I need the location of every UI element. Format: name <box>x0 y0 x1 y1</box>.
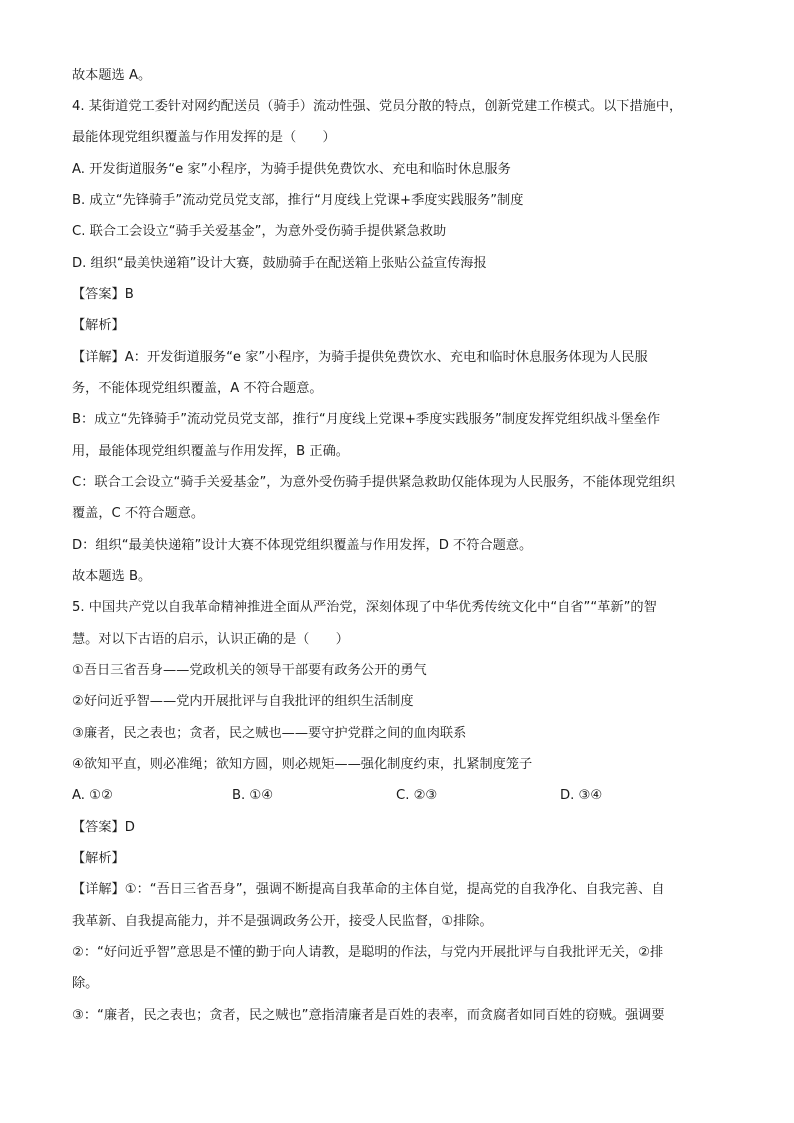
question-5-option-c: C. ②③ <box>396 788 438 803</box>
detail-line: B：成立“先锋骑手”流动党员党支部，推行“月度线上党课+季度实践服务”制度发挥党组织战斗堡垒作 <box>72 412 661 427</box>
question-5-statement-4: ④欲知平直，则必准绳；欲知方圆，则必规矩——强化制度约束，扎紧制度笼子 <box>72 757 533 772</box>
detail-line: 用，最能体现党组织覆盖与作用发挥，B 正确。 <box>72 444 349 459</box>
question-5-option-b: B. ①④ <box>232 788 274 803</box>
detail-line: D：组织“最美快递箱”设计大赛不体现党组织覆盖与作用发挥，D 不符合题意。 <box>72 538 533 553</box>
question-5-statement-2: ②好问近乎智——党内开展批评与自我批评的组织生活制度 <box>72 694 414 709</box>
question-4-option-b: B. 成立“先锋骑手”流动党员党支部，推行“月度线上党课+季度实践服务”制度 <box>72 193 524 208</box>
detail-line: 【详解】A：开发街道服务“e 家”小程序，为骑手提供免费饮水、充电和临时休息服务体现为人民服 <box>72 350 648 365</box>
question-5-stem: 5. 中国共产党以自我革命精神推进全面从严治党，深刻体现了中华优秀传统文化中“自省”“革新”的智 <box>72 600 657 615</box>
question-4-stem: 4. 某街道党工委针对网约配送员（骑手）流动性强、党员分散的特点，创新党建工作模式。以下措施中， <box>72 99 683 114</box>
question-4-option-d: D. 组织“最美快递箱”设计大赛，鼓励骑手在配送箱上张贴公益宣传海报 <box>72 256 487 271</box>
question-5-options <box>72 786 728 806</box>
question-5-statement-3: ③廉者，民之表也；贪者，民之贼也——要守护党群之间的血肉联系 <box>72 726 467 741</box>
question-4-option-a: A. 开发街道服务“e 家”小程序，为骑手提供免费饮水、充电和临时休息服务 <box>72 162 511 177</box>
answer-label: 【答案】B <box>72 287 134 302</box>
detail-line: C：联合工会设立“骑手关爱基金”，为意外受伤骑手提供紧急救助仅能体现为人民服务，不能体现党组织 <box>72 475 676 490</box>
question-5-stem-cont: 慧。对以下古语的启示，认识正确的是（ ） <box>72 632 349 647</box>
answer-label: 【答案】D <box>72 820 135 835</box>
detail-line: ②：“好问近乎智”意思是不懂的勤于向人请教，是聪明的作法，与党内开展批评与自我批评无关，②排 <box>72 945 664 960</box>
question-4-stem-cont: 最能体现党组织覆盖与作用发挥的是（ ） <box>72 130 336 145</box>
detail-line: 覆盖，C 不符合题意。 <box>72 506 205 521</box>
question-5-option-d: D. ③④ <box>560 788 603 803</box>
detail-line: 务，不能体现党组织覆盖，A 不符合题意。 <box>72 381 323 396</box>
text-line: 故本题选 A。 <box>72 68 152 83</box>
detail-line: ③：“廉者，民之表也；贪者，民之贼也”意指清廉者是百姓的表率，而贪腐者如同百姓的窃贼。强调要 <box>72 1008 665 1023</box>
text-line: 故本题选 B。 <box>72 569 152 584</box>
detail-line: 我革新、自我提高能力，并不是强调政务公开，接受人民监督，①排除。 <box>72 914 493 929</box>
detail-line: 除。 <box>72 976 99 991</box>
question-5-statement-1: ①吾日三省吾身——党政机关的领导干部要有政务公开的勇气 <box>72 663 427 678</box>
question-5-option-a: A. ①② <box>72 788 113 803</box>
analysis-label: 【解析】 <box>72 318 125 333</box>
question-4-option-c: C. 联合工会设立“骑手关爱基金”，为意外受伤骑手提供紧急救助 <box>72 224 447 239</box>
detail-line: 【详解】①：“吾日三省吾身”，强调不断提高自我革命的主体自觉，提高党的自我净化、自我完善、自 <box>72 882 665 897</box>
analysis-label: 【解析】 <box>72 851 125 866</box>
